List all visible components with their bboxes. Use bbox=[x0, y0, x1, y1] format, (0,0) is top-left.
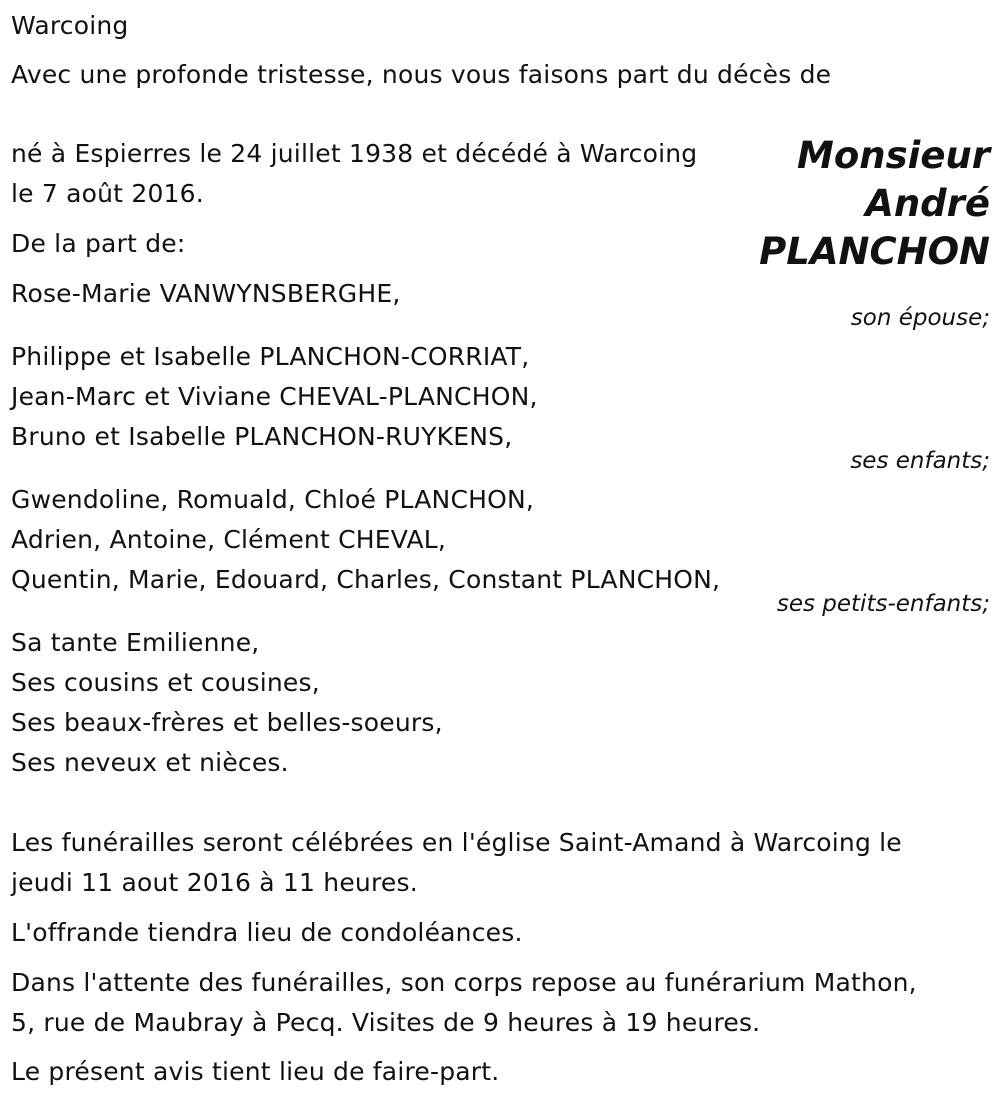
child-name: Philippe et Isabelle PLANCHON-CORRIAT, bbox=[11, 342, 530, 371]
birth-line-2: le 7 août 2016. bbox=[11, 179, 204, 208]
other-relative: Ses beaux-frères et belles-soeurs, bbox=[11, 708, 443, 737]
grandchild-name: Gwendoline, Romuald, Chloé PLANCHON, bbox=[11, 485, 535, 514]
intro-text: Avec une profonde tristesse, nous vous faisons part du décès de bbox=[11, 60, 832, 89]
children-relation: ses enfants; bbox=[850, 448, 990, 474]
ceremony-line-1: Les funérailles seront célébrées en l'église Saint-Amand à Warcoing le bbox=[11, 828, 902, 857]
other-relative: Ses cousins et cousines, bbox=[11, 668, 320, 697]
town-heading: Warcoing bbox=[11, 11, 129, 40]
deceased-first-name: André bbox=[865, 182, 990, 225]
grandchild-name: Adrien, Antoine, Clément CHEVAL, bbox=[11, 525, 447, 554]
deceased-title: Monsieur bbox=[797, 134, 990, 177]
birth-line-1: né à Espierres le 24 juillet 1938 et décédé à Warcoing bbox=[11, 139, 698, 168]
rest-line-2: 5, rue de Maubray à Pecq. Visites de 9 heures à 19 heures. bbox=[11, 1008, 761, 1037]
rest-line-1: Dans l'attente des funérailles, son corps repose au funérarium Mathon, bbox=[11, 968, 917, 997]
deceased-last-name: PLANCHON bbox=[759, 230, 990, 273]
family-intro: De la part de: bbox=[11, 229, 186, 258]
ceremony-line-2: jeudi 11 aout 2016 à 11 heures. bbox=[11, 868, 418, 897]
offering-text: L'offrande tiendra lieu de condoléances. bbox=[11, 918, 523, 947]
grandchild-name: Quentin, Marie, Edouard, Charles, Constant PLANCHON, bbox=[11, 565, 721, 594]
other-relative: Ses neveux et nièces. bbox=[11, 748, 289, 777]
child-name: Jean-Marc et Viviane CHEVAL-PLANCHON, bbox=[11, 382, 538, 411]
spouse-relation: son épouse; bbox=[850, 305, 990, 331]
closing-text: Le présent avis tient lieu de faire-part. bbox=[11, 1057, 500, 1086]
grandchildren-relation: ses petits-enfants; bbox=[776, 591, 990, 617]
other-relative: Sa tante Emilienne, bbox=[11, 628, 260, 657]
spouse-name: Rose-Marie VANWYNSBERGHE, bbox=[11, 279, 401, 308]
child-name: Bruno et Isabelle PLANCHON-RUYKENS, bbox=[11, 422, 513, 451]
